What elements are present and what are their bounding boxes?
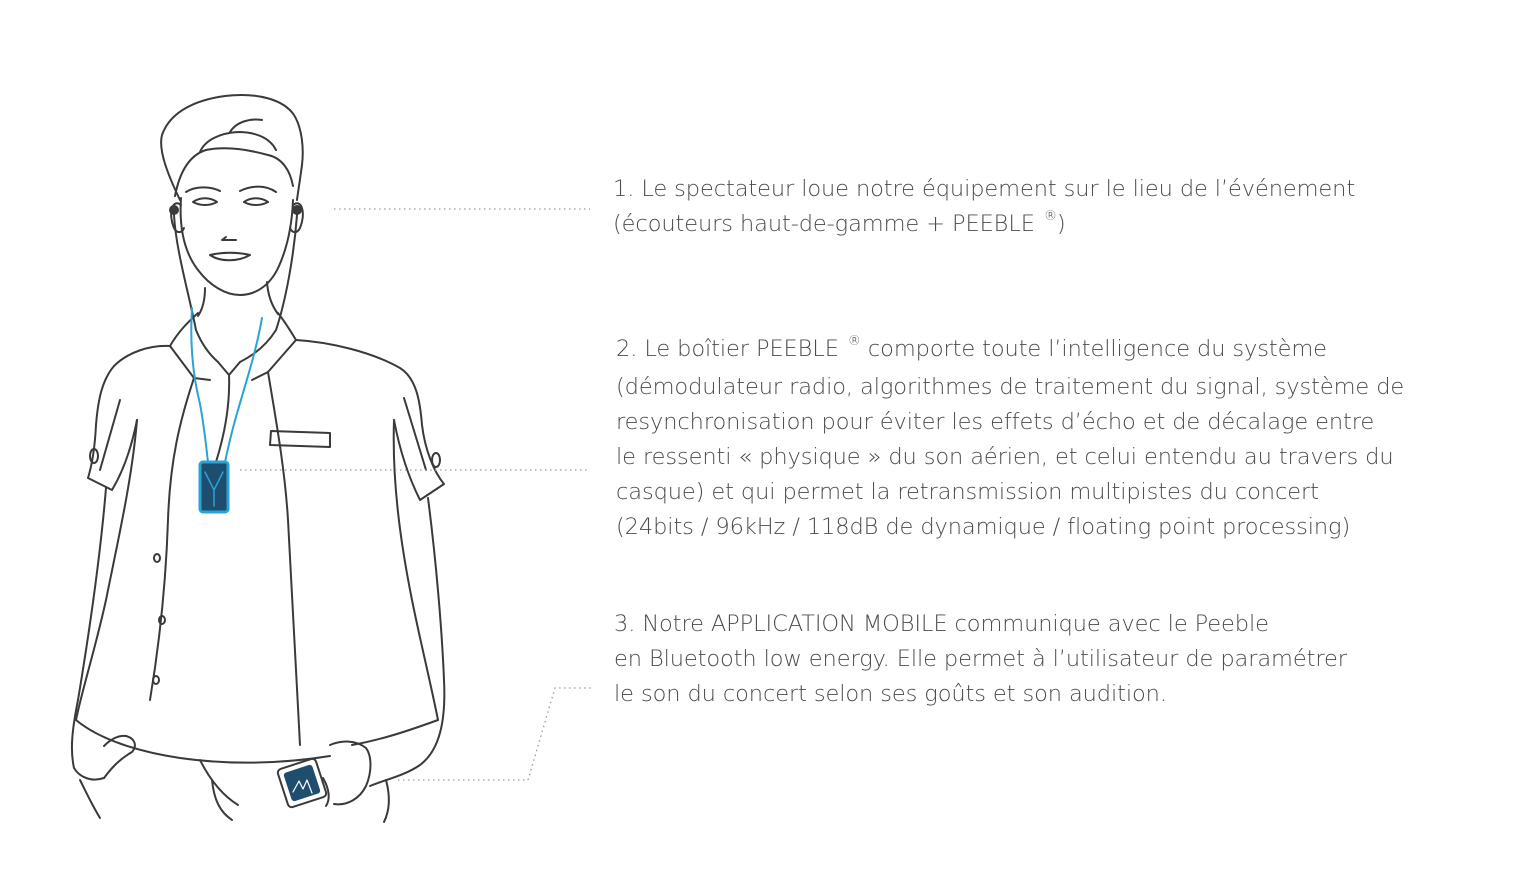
step-2-description <box>616 332 1404 545</box>
step-3-description <box>614 607 1347 712</box>
step-2-line-1-after: comporte toute l’intelligence du système <box>860 336 1327 362</box>
step-2-line-4: le ressenti « physique » du son aérien, et celui entendu au travers du <box>616 444 1394 470</box>
step-1-line-2 <box>613 207 1355 245</box>
shirt-icon <box>76 313 444 763</box>
registered-trademark-mark: ® <box>847 334 861 349</box>
earphone-icon <box>170 206 301 462</box>
step-2-line-6: (24bits / 96kHz / 118dB de dynamique / floating point processing) <box>616 514 1351 540</box>
step-1-description <box>613 172 1355 245</box>
leader-line-step-3 <box>398 688 592 780</box>
step-2-line-5: casque) et qui permet la retransmission multipistes du concert <box>616 479 1319 505</box>
step-3-line-2: en Bluetooth low energy. Elle permet à l’utilisateur de paramétrer <box>614 646 1347 672</box>
step-3-line-3: le son du concert selon ses goûts et son audition. <box>614 681 1167 707</box>
step-2-line-3: resynchronisation pour éviter les effets d’écho et de décalage entre <box>616 409 1375 435</box>
step-2-line-2: (démodulateur radio, algorithmes de traitement du signal, système de <box>616 374 1405 400</box>
registered-trademark-mark: ® <box>1043 209 1057 224</box>
step-2-line-1-text: 2. Le boîtier PEEBLE <box>616 336 846 362</box>
hair-icon <box>161 95 303 200</box>
step-1-line-2-text: (écouteurs haut-de-gamme + PEEBLE <box>613 211 1042 237</box>
step-1-line-1: 1. Le spectateur loue notre équipement sur le lieu de l’événement <box>613 176 1356 202</box>
smartphone-icon <box>277 758 327 808</box>
arms-icon <box>72 488 444 822</box>
step-1-line-2-after: ) <box>1056 211 1066 237</box>
step-2-line-1 <box>616 332 1404 370</box>
face-icon <box>171 187 303 316</box>
step-3-line-1: 3. Notre APPLICATION MOBILE communique avec le Peeble <box>614 611 1269 637</box>
